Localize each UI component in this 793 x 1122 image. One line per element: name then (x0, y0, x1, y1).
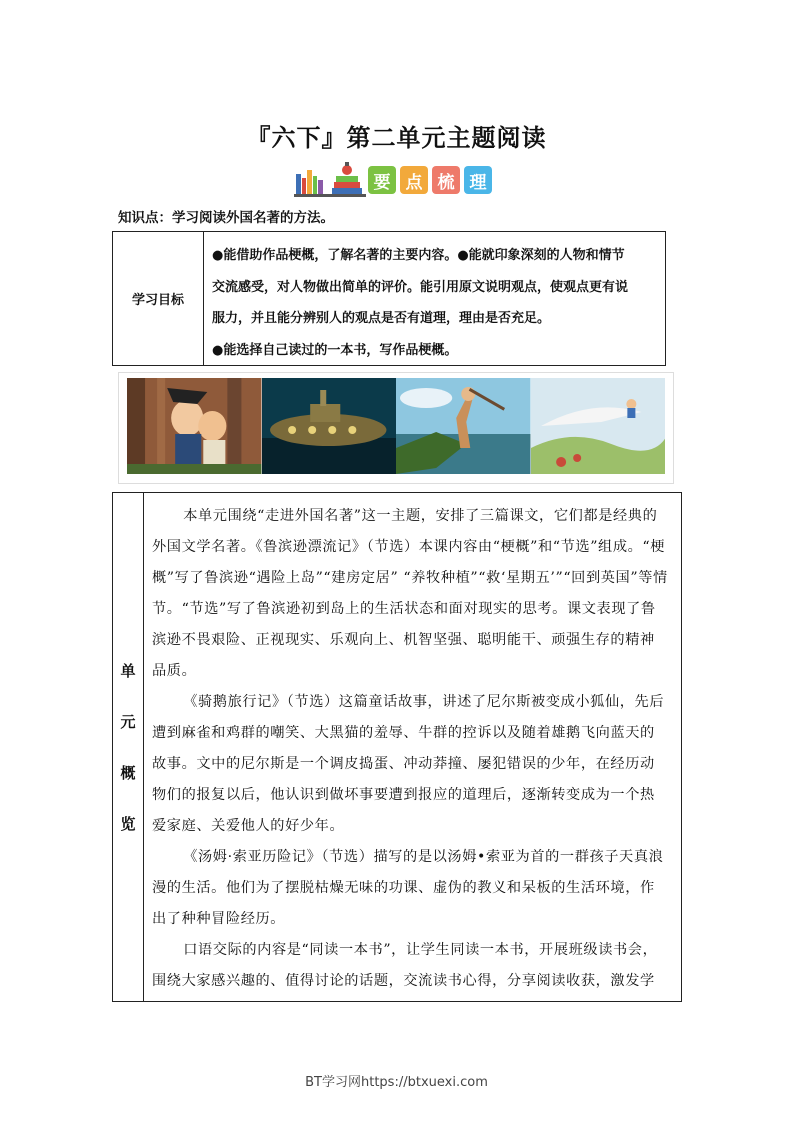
unit-overview-table (112, 492, 682, 1002)
overview-paragraph: 《汤姆·索亚历险记》（节选）描写的是以汤姆•索亚为首的一群孩子天真浪漫的生活。他们为了摆脱枯燥无味的功课、虚伪的教义和呆板的生活环境，作出了种种冒险经历。 (152, 849, 664, 927)
banner-char-2: 点 (400, 166, 428, 194)
overview-label-char: 概 (120, 764, 136, 782)
overview-content (144, 493, 681, 1001)
goal-line: ●能借助作品梗概，了解名著的主要内容。●能就印象深刻的人物和情节 (212, 248, 625, 263)
footer-watermark: BT学习网https://btxuexi.com (305, 1075, 488, 1090)
overview-label (113, 493, 144, 1001)
illustration-strip (118, 372, 674, 484)
goals-content (204, 232, 665, 365)
key-points-banner (292, 160, 502, 198)
goal-line: ●能选择自己读过的一本书，写作品梗概。 (212, 342, 458, 358)
learning-goals-table (112, 231, 666, 366)
banner-char-3: 梳 (432, 166, 460, 194)
illustration-children-forest (127, 378, 262, 474)
illustration-goose-flight (531, 378, 666, 474)
overview-label-char: 单 (120, 662, 136, 680)
illustration-submarine (262, 378, 397, 474)
books-icon (292, 160, 368, 198)
goal-line: 交流感受，对人物做出简单的评价。能引用原文说明观点，使观点更有说 (212, 279, 629, 295)
illustration-island-man (396, 378, 531, 474)
overview-paragraph: 口语交际的内容是“同读一本书”，让学生同读一本书，开展班级读书会，围绕大家感兴趣的、值得讨论的话题，交流读书心得，分享阅读收获，激发学 (152, 942, 658, 989)
goal-line: 服力，并且能分辨别人的观点是否有道理，理由是否充足。 (212, 311, 551, 326)
overview-paragraph: 《骑鹅旅行记》（节选）这篇童话故事，讲述了尼尔斯被变成小狐仙，先后遭到麻雀和鸡群的嘲笑、大黑猫的羞辱、牛群的控诉以及随着雄鹅飞向蓝天的故事。文中的尼尔斯是一个调皮捣蛋、冲动莽撞、屡犯错误的少年，在经历动物们的报复以后，他认识到做坏事要遭到报应的道理后，逐渐转变成为一个热爱家庭、关爱他人的好少年。 (152, 694, 665, 834)
knowledge-point: 知识点：学习阅读外国名著的方法。 (118, 210, 334, 226)
banner-char-4: 理 (464, 166, 492, 194)
overview-label-char: 元 (120, 713, 136, 731)
goals-label: 学习目标 (113, 232, 204, 365)
page-title: 『六下』第二单元主题阅读 (246, 124, 547, 152)
banner-char-1: 要 (368, 166, 396, 194)
overview-paragraph: 本单元围绕“走进外国名著”这一主题，安排了三篇课文，它们都是经典的外国文学名著。《鲁滨逊漂流记》（节选）本课内容由“梗概”和“节选”组成。“梗概”写了鲁滨逊“遇险上岛”“建房定居” “养牧种植”“救‘星期五’”“回到英国”等情节。“节选”写了鲁滨逊初到岛上的生活状态和面对现实的思考。课文表现了鲁滨逊不畏艰险、正视现实、乐观向上、机智坚强、聪明能干、顽强生存的精神品质。 (152, 508, 668, 679)
overview-label-char: 览 (120, 815, 136, 833)
